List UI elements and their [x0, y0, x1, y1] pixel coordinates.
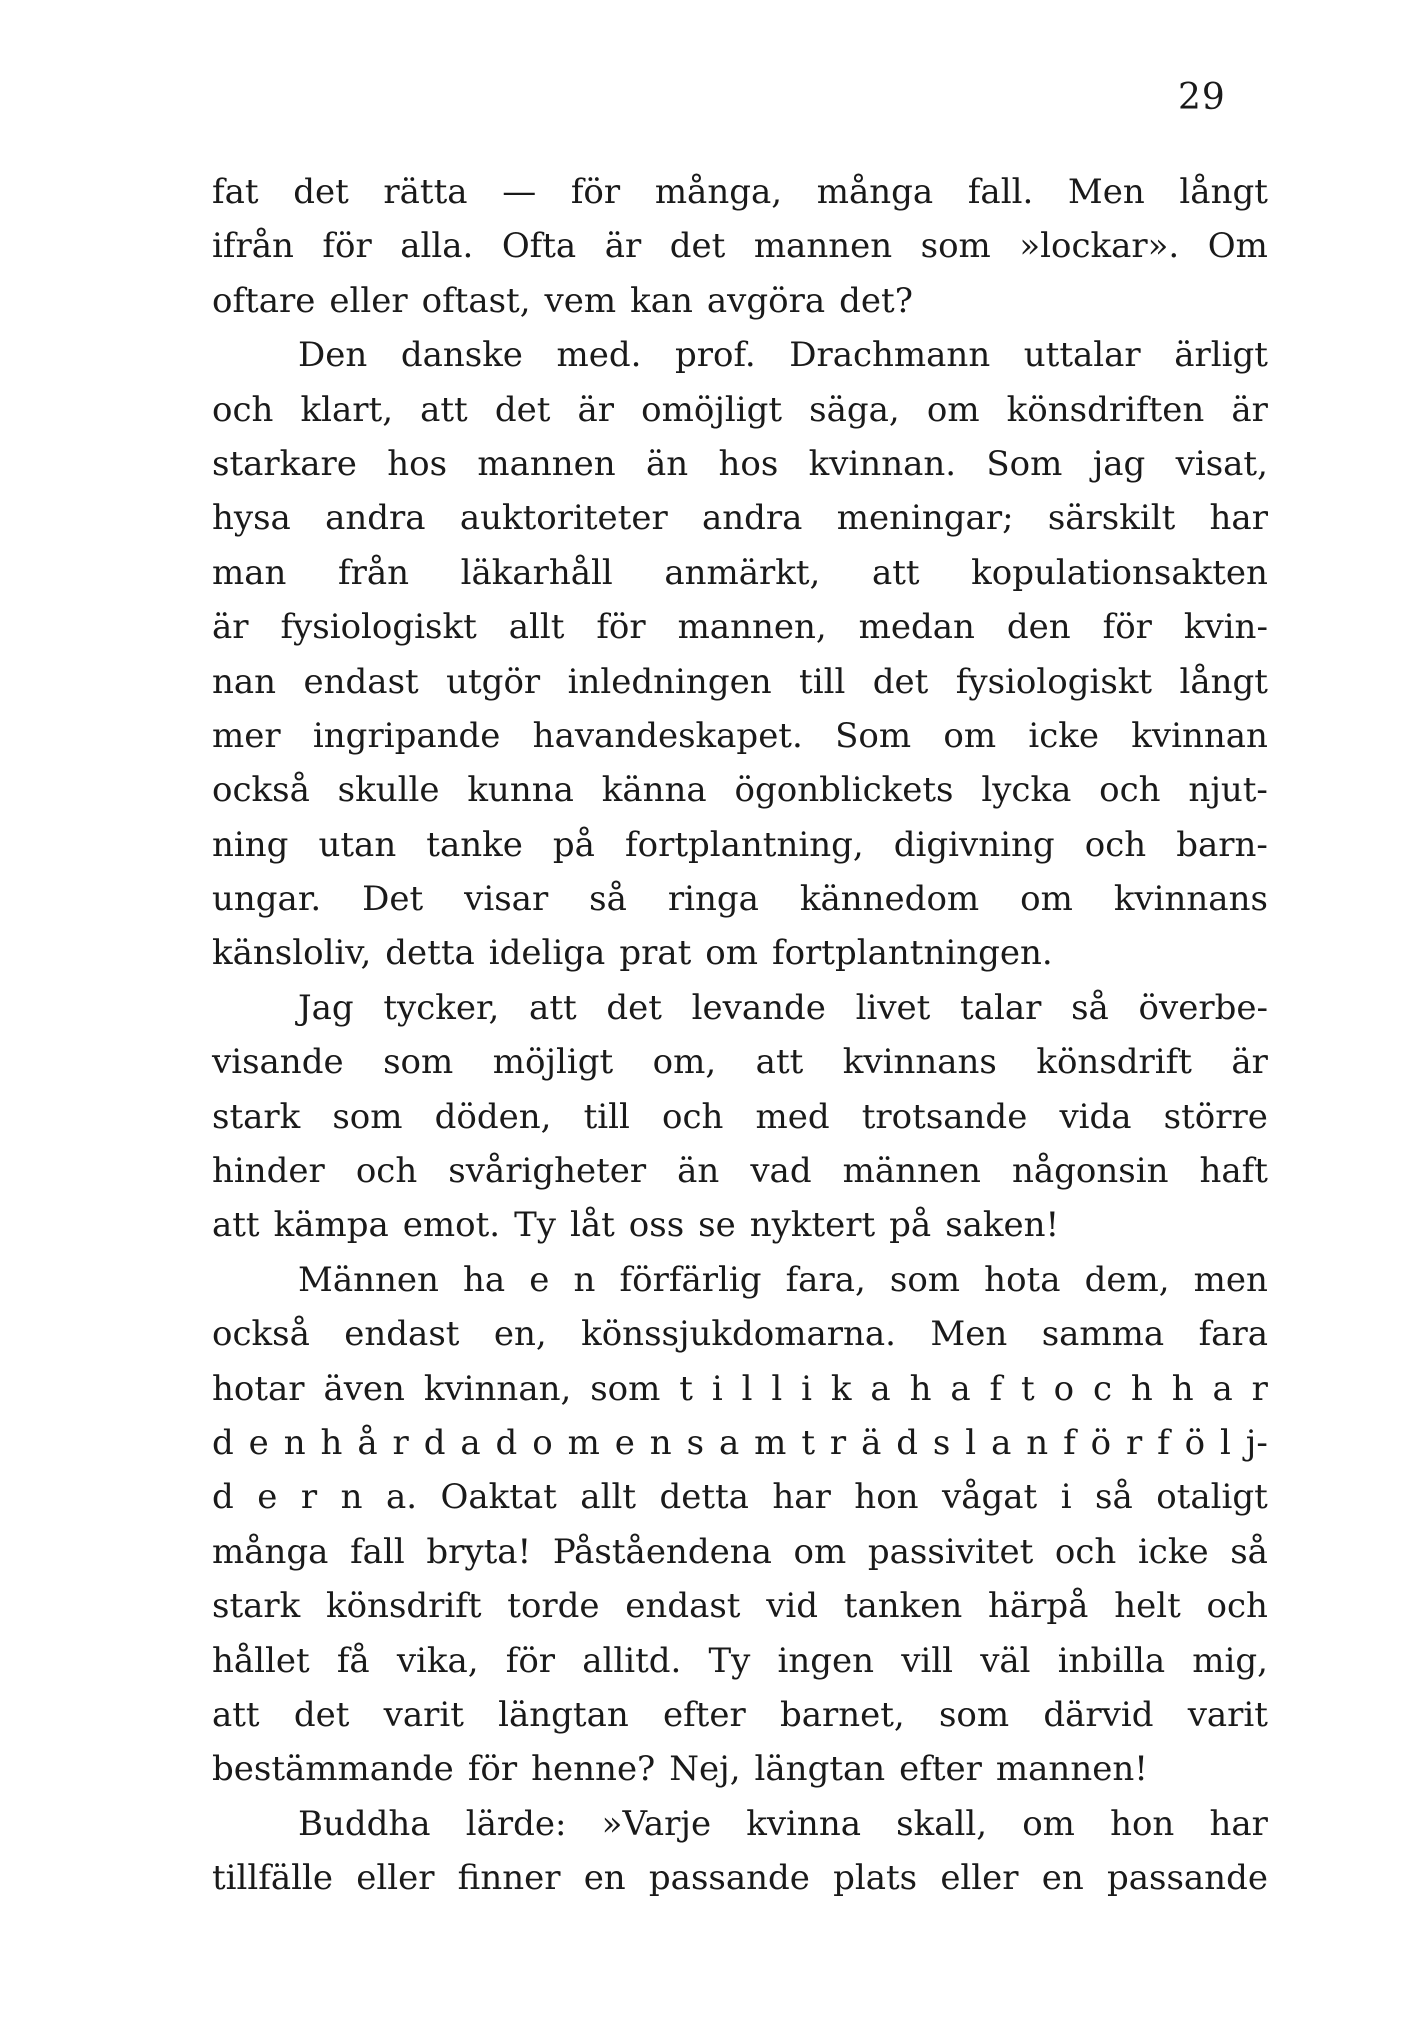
text-line: känsloliv, detta ideliga prat om fortplantningen. — [212, 933, 1053, 974]
text-line: att kämpa emot. Ty låt oss se nyktert på saken! — [212, 1205, 1060, 1246]
text-line: visande som möjligt om, att kvinnans könsdrift är — [212, 1042, 1268, 1083]
text-line: ifrån för alla. Ofta är det mannen som »lockar». Om — [212, 226, 1268, 267]
page-number: 29 — [1178, 77, 1226, 118]
text-line: också endast en, könssjukdomarna. Men samma fara — [212, 1314, 1268, 1355]
text-line: Männen ha e n förfärlig fara, som hota dem, men — [298, 1259, 1268, 1300]
text-line: och klart, att det är omöjligt säga, om könsdriften är — [212, 389, 1268, 430]
text-line: nan endast utgör inledningen till det fysiologiskt långt — [212, 661, 1268, 702]
text-line: hysa andra auktoriteter andra meningar; särskilt har — [212, 498, 1268, 539]
text-line: är fysiologiskt allt för mannen, medan den för kvin- — [212, 607, 1268, 648]
text-line: man från läkarhåll anmärkt, att kopulationsakten — [212, 552, 1268, 593]
text-line: ning utan tanke på fortplantning, digivning och barn- — [212, 824, 1268, 865]
text-line: fat det rätta — för många, många fall. Men långt — [212, 172, 1268, 212]
body-text — [212, 165, 1268, 1906]
text-line: hotar även kvinnan, som t i l l i k a h a f t o c h h a r — [212, 1368, 1268, 1409]
text-line: ungar. Det visar så ringa kännedom om kvinnans — [212, 879, 1268, 920]
text-line: d e r n a. Oaktat allt detta har hon vågat i så otaligt — [212, 1477, 1268, 1518]
text-line: tillfälle eller finner en passande plats eller en passande — [212, 1858, 1268, 1899]
text-line: Buddha lärde: »Varje kvinna skall, om hon har — [298, 1803, 1268, 1844]
text-line: bestämmande för henne? Nej, längtan efter mannen! — [212, 1749, 1148, 1790]
text-line: hållet få vika, för allitd. Ty ingen vill väl inbilla mig, — [212, 1640, 1268, 1681]
text-line: stark som döden, till och med trotsande vida större — [212, 1096, 1268, 1137]
text-line: många fall bryta! Påståendena om passivitet och icke så — [212, 1531, 1268, 1572]
text-line: d e n h å r d a d o m e n s a m t r ä d s l a n f ö r f ö l j- — [212, 1422, 1268, 1463]
text-line: hinder och svårigheter än vad männen någonsin haft — [212, 1151, 1268, 1192]
text-line: också skulle kunna känna ögonblickets lycka och njut- — [212, 770, 1268, 811]
text-line: Den danske med. prof. Drachmann uttalar ärligt — [298, 335, 1268, 376]
text-line: starkare hos mannen än hos kvinnan. Som jag visat, — [212, 443, 1268, 484]
text-line: Jag tycker, att det levande livet talar så överbe- — [298, 987, 1268, 1028]
text-line: stark könsdrift torde endast vid tanken härpå helt och — [212, 1586, 1268, 1627]
text-line: att det varit längtan efter barnet, som därvid varit — [212, 1694, 1268, 1735]
text-line: oftare eller oftast, vem kan avgöra det? — [212, 280, 913, 321]
text-line: mer ingripande havandeskapet. Som om icke kvinnan — [212, 715, 1268, 756]
